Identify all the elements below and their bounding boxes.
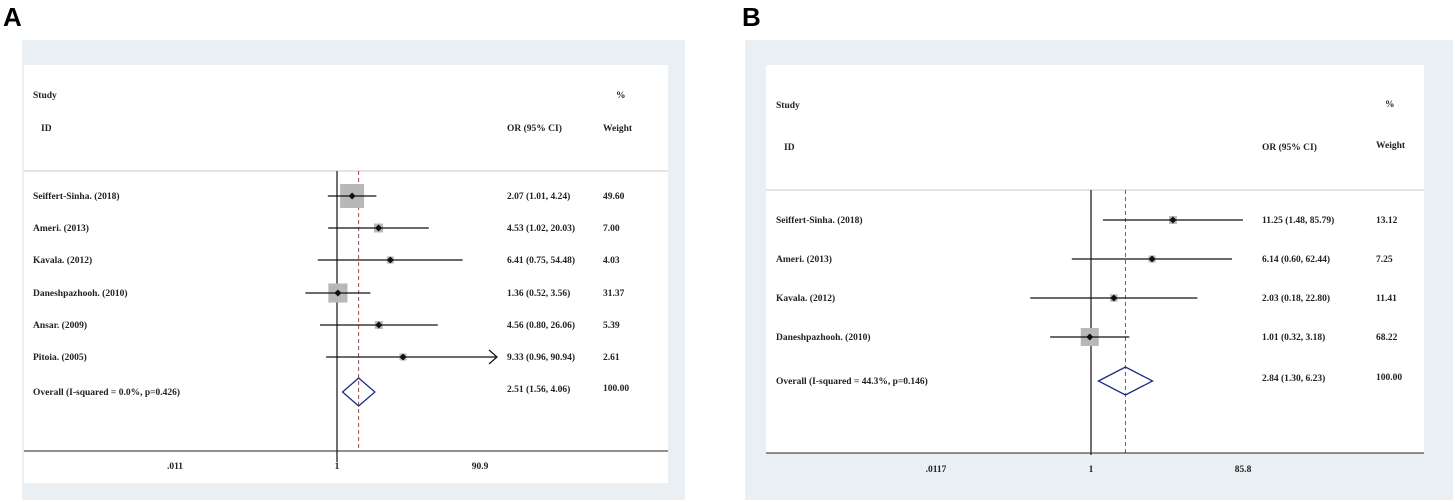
overall-weight: 100.00 (603, 384, 630, 394)
panel-label-b: B (742, 2, 761, 32)
x-tick-label: 85.8 (1234, 465, 1252, 475)
study-ci: 6.14 (0.60, 62.44) (1262, 255, 1331, 265)
study-weight: 7.00 (603, 224, 620, 234)
study-weight: 2.61 (603, 353, 620, 363)
plot-area (24, 65, 668, 483)
x-tick-label: 1 (1088, 465, 1094, 475)
study-name: Kavala. (2012) (33, 256, 93, 266)
study-ci: 1.36 (0.52, 3.56) (507, 289, 571, 299)
header-id: ID (784, 143, 795, 153)
overall-weight: 100.00 (1376, 373, 1403, 383)
study-name: Daneshpazhooh. (2010) (776, 333, 871, 343)
header-id: ID (41, 124, 52, 134)
header-weight: Weight (603, 124, 633, 134)
x-tick-label: 1 (334, 462, 340, 472)
study-ci: 11.25 (1.48, 85.79) (1262, 216, 1335, 226)
header-weight: Weight (1376, 141, 1406, 151)
study-name: Ansar. (2009) (33, 321, 88, 331)
forest-panel-a (22, 40, 685, 500)
header-percent: % (1385, 100, 1395, 110)
header-ci: OR (95% CI) (507, 124, 562, 134)
header-percent: % (616, 91, 626, 101)
study-ci: 4.56 (0.80, 26.06) (507, 321, 576, 331)
forest-panel-b (745, 40, 1453, 500)
study-name: Ameri. (2013) (33, 224, 89, 234)
study-name: Seiffert-Sinha. (2018) (33, 192, 120, 202)
study-weight: 31.37 (603, 289, 625, 299)
overall-ci: 2.84 (1.30, 6.23) (1262, 374, 1326, 384)
header-study: Study (776, 101, 800, 111)
study-name: Ameri. (2013) (776, 255, 832, 265)
study-name: Pitoia. (2005) (33, 353, 87, 363)
study-ci: 2.07 (1.01, 4.24) (507, 192, 571, 202)
study-name: Daneshpazhooh. (2010) (33, 289, 128, 299)
x-tick-label: 90.9 (471, 462, 489, 472)
study-weight: 5.39 (603, 321, 620, 331)
x-tick-label: .0117 (925, 465, 947, 475)
study-ci: 2.03 (0.18, 22.80) (1262, 294, 1331, 304)
overall-ci: 2.51 (1.56, 4.06) (507, 385, 571, 395)
study-ci: 9.33 (0.96, 90.94) (507, 353, 576, 363)
study-ci: 1.01 (0.32, 3.18) (1262, 333, 1326, 343)
study-weight: 4.03 (603, 256, 620, 266)
study-ci: 4.53 (1.02, 20.03) (507, 224, 576, 234)
study-weight: 49.60 (603, 192, 625, 202)
study-name: Kavala. (2012) (776, 294, 836, 304)
study-weight: 11.41 (1376, 294, 1397, 304)
header-ci: OR (95% CI) (1262, 143, 1317, 153)
study-weight: 13.12 (1376, 216, 1398, 226)
study-ci: 6.41 (0.75, 54.48) (507, 256, 576, 266)
x-tick-label: .011 (166, 462, 184, 472)
study-name: Seiffert-Sinha. (2018) (776, 216, 863, 226)
overall-label: Overall (I-squared = 44.3%, p=0.146) (776, 377, 928, 387)
study-weight: 68.22 (1376, 333, 1398, 343)
header-study: Study (33, 91, 57, 101)
study-weight: 7.25 (1376, 255, 1393, 265)
panel-label-a: A (3, 2, 22, 32)
overall-label: Overall (I-squared = 0.0%, p=0.426) (33, 388, 181, 398)
